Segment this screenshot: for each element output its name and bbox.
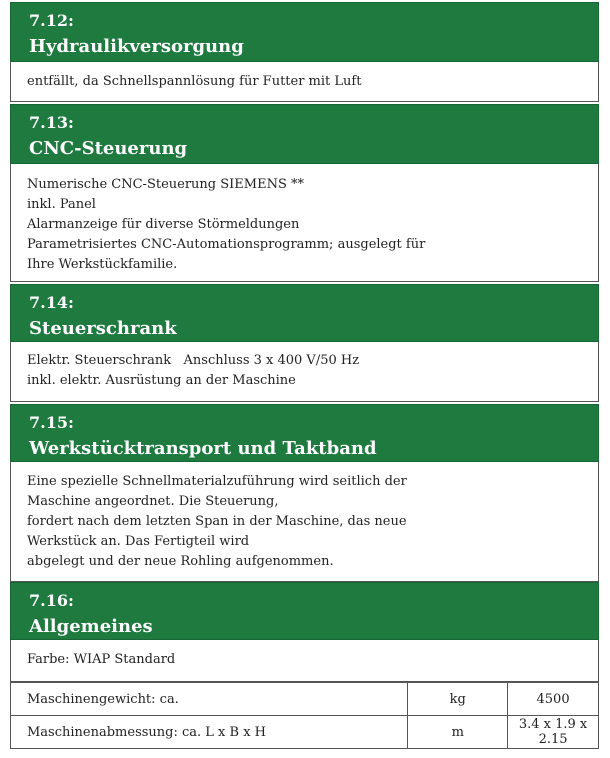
body-line: Eine spezielle Schnellmaterialzuführung wird seitlich der — [27, 474, 407, 489]
section-header-hydraulikversorgung — [10, 2, 599, 62]
section-title: CNC-Steuerung — [29, 138, 188, 159]
section-body-cnc-steuerung — [10, 164, 599, 282]
section-body-allgemeines — [10, 640, 599, 682]
section-number: 7.13: — [29, 113, 74, 132]
body-line: abgelegt und der neue Rohling aufgenommen. — [27, 554, 334, 569]
machine-specs-table — [10, 682, 599, 749]
body-line: Werkstück an. Das Fertigteil wird — [27, 534, 250, 549]
table-row — [11, 683, 599, 716]
section-header-allgemeines — [10, 582, 599, 640]
section-title: Steuerschrank — [29, 318, 177, 339]
spec-label: Maschinenabmessung: ca. L x B x H — [11, 716, 408, 749]
section-body-hydraulikversorgung — [10, 62, 599, 102]
body-line: Parametrisiertes CNC-Automationsprogramm; ausgelegt für — [27, 237, 426, 252]
body-line: fordert nach dem letzten Span in der Maschine, das neue — [27, 514, 407, 529]
section-number: 7.12: — [29, 11, 74, 30]
body-line: inkl. Panel — [27, 197, 96, 212]
section-title: Allgemeines — [29, 616, 153, 637]
section-number: 7.14: — [29, 293, 74, 312]
section-header-werkstuecktransport — [10, 404, 599, 462]
body-line: inkl. elektr. Ausrüstung an der Maschine — [27, 373, 296, 388]
section-body-steuerschrank — [10, 342, 599, 402]
spec-value: 4500 — [508, 683, 599, 716]
table-row — [11, 716, 599, 749]
body-line: entfällt, da Schnellspannlösung für Futter mit Luft — [27, 74, 362, 89]
body-line: Numerische CNC-Steuerung SIEMENS ** — [27, 177, 304, 192]
spec-unit: kg — [408, 683, 508, 716]
spec-value: 3.4 x 1.9 x 2.15 — [508, 716, 599, 749]
body-line: Alarmanzeige für diverse Störmeldungen — [27, 217, 300, 232]
spec-unit: m — [408, 716, 508, 749]
section-body-werkstuecktransport — [10, 462, 599, 582]
body-line: Elektr. Steuerschrank Anschluss 3 x 400 V/50 Hz — [27, 353, 360, 368]
section-title: Werkstücktransport und Taktband — [29, 438, 377, 459]
spec-label: Maschinengewicht: ca. — [11, 683, 408, 716]
section-number: 7.16: — [29, 591, 74, 610]
body-line: Farbe: WIAP Standard — [27, 652, 176, 667]
document-page — [10, 0, 599, 758]
body-line: Ihre Werkstückfamilie. — [27, 257, 178, 272]
section-number: 7.15: — [29, 413, 74, 432]
section-header-steuerschrank — [10, 284, 599, 342]
section-title: Hydraulikversorgung — [29, 36, 244, 57]
section-header-cnc-steuerung — [10, 104, 599, 164]
body-line: Maschine angeordnet. Die Steuerung, — [27, 494, 279, 509]
